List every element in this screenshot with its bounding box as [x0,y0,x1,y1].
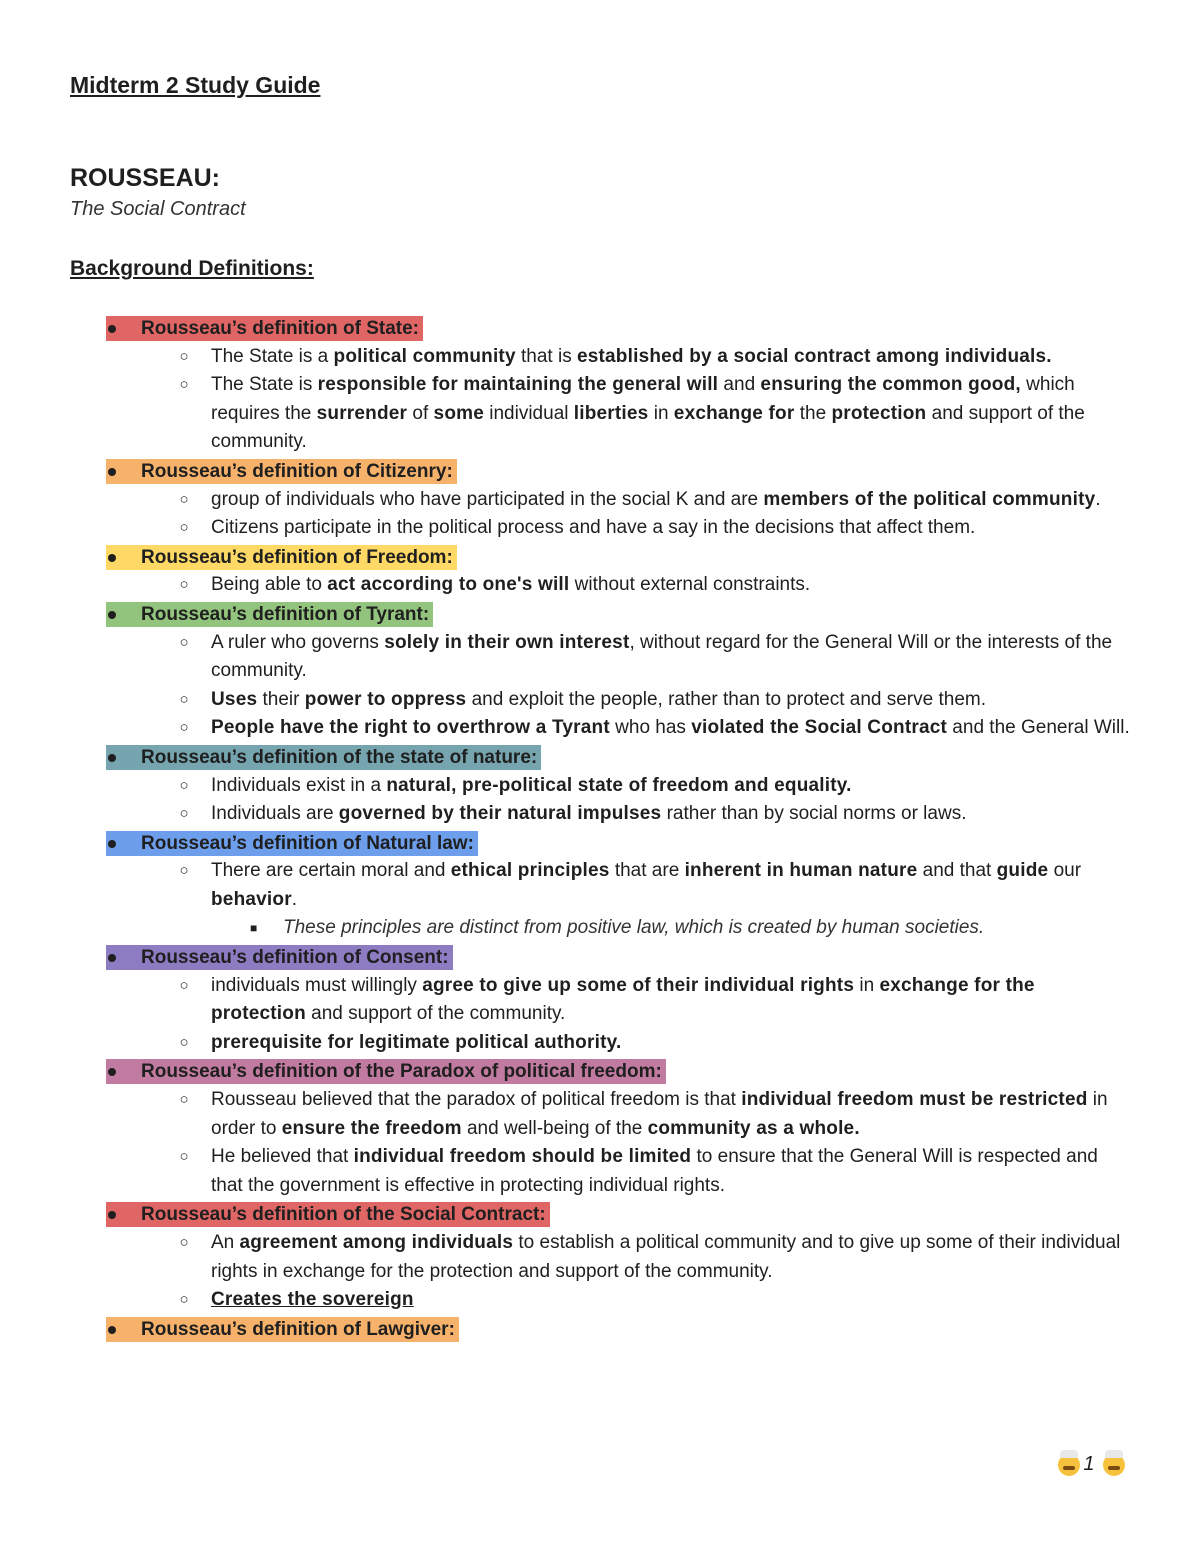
definition-term-highlight: Rousseau’s definition of Tyrant: [106,602,433,627]
definition-state-of-nature [70,743,1130,829]
text: our [1048,860,1082,882]
definition-term-row [70,314,1130,343]
bold-text: surrender [316,402,408,424]
bold-text: ethical principles [450,860,610,882]
definition-point [70,629,1130,686]
sub-point-text: These principles are distinct from positive law, which is created by human societies. [283,917,985,939]
definition-point [70,486,1130,515]
text: The State is a [211,345,334,367]
definition-sub-point [70,914,1130,943]
text: , without regard for the General Will or the interests of the community. [211,631,1113,682]
text: There are certain moral and [211,860,451,882]
definition-state [70,314,1130,457]
bullet-circle-icon: ○ [179,576,189,594]
text: in order to [211,1089,1108,1139]
text: Citizens participate in the political process and have a say in the decisions that affect them. [211,517,976,539]
page-footer [1055,1453,1128,1476]
bullet-circle-icon: ○ [179,805,189,823]
definition-point [70,343,1130,372]
bold-text: ensuring the common good, [760,374,1021,396]
bullet-circle-icon: ○ [179,1148,189,1166]
text: Individuals exist in a [211,774,387,796]
text: individuals must willingly [211,974,423,996]
text: A ruler who governs [211,631,385,653]
definition-term-row [70,600,1130,629]
text: The State is [211,374,318,396]
bold-text: agree to give up some of their individual rights [422,974,855,996]
bullet-circle-icon: ○ [179,490,189,508]
text: in [854,974,880,996]
bold-text: community as a whole. [647,1117,860,1139]
bold-text: political community [333,345,516,367]
bold-text: individual freedom must be restricted [741,1089,1088,1111]
bold-text: agreement among individuals [239,1232,514,1253]
bold-text: prerequisite for legitimate political authority. [211,1031,622,1053]
text: without external constraints. [569,574,811,596]
text: . [1095,488,1101,510]
bullet-dot-icon [108,754,116,762]
bullet-circle-icon: ○ [179,719,189,737]
definition-point [70,371,1130,457]
bullet-circle-icon: ○ [179,1033,189,1051]
background-definitions-heading: Background Definitions: [70,257,314,280]
definition-point [70,772,1130,801]
bullet-circle-icon: ○ [179,376,189,394]
bold-text: natural, pre-political state of freedom and equality. [386,774,852,796]
definition-point [70,514,1130,543]
bullet-circle-icon: ○ [179,1234,189,1251]
bold-text: members of the political community [763,488,1096,510]
exploding-head-icon [1058,1454,1080,1476]
bold-text: established by a social contract among individuals. [576,345,1052,367]
bullet-square-icon: ■ [250,921,258,936]
exploding-head-icon [1103,1454,1125,1476]
text: the [794,402,832,424]
definition-consent [70,943,1130,1057]
section-subtitle: The Social Contract [70,198,246,220]
bullet-circle-icon: ○ [179,976,189,994]
definition-citizenry [70,457,1130,543]
text: in [648,402,674,424]
definition-point [70,686,1130,715]
bullet-dot-icon [108,611,116,619]
definition-point [70,800,1130,829]
definition-point [70,1229,1130,1286]
definition-term-highlight: Rousseau’s definition of the Paradox of political freedom: [106,1059,666,1084]
text: of [407,402,434,424]
definition-point [70,857,1130,914]
text: and that [917,860,997,882]
bold-text: act according to one's will [327,574,570,596]
definition-term-row [70,1057,1130,1086]
bold-text: Creates the sovereign [211,1289,414,1311]
definition-point [70,1029,1130,1058]
text: . [291,888,298,910]
bold-text: People have the right to overthrow a Tyrant [211,717,610,739]
bold-text: guide [996,860,1049,882]
text: individual [483,402,574,424]
bold-text: violated the Social Contract [691,717,948,739]
text: and [718,374,761,396]
bullet-circle-icon: ○ [179,1291,189,1309]
definition-term-highlight: Rousseau’s definition of Consent: [106,945,453,970]
text: and well-being of the [461,1117,648,1139]
definition-point [70,1086,1130,1143]
bullet-dot-icon [108,554,116,562]
bullet-circle-icon: ○ [179,690,189,708]
text: that are [609,860,685,882]
definition-term-row [70,543,1130,572]
definition-term-highlight: Rousseau’s definition of State: [106,316,423,341]
bullet-dot-icon [108,954,116,962]
bullet-dot-icon [108,1326,116,1334]
page-number: 1 [1083,1453,1095,1475]
definition-point [70,571,1130,600]
definition-natural-law [70,829,1130,943]
bullet-dot-icon [108,325,116,333]
bullet-circle-icon: ○ [179,776,189,794]
definition-term-highlight: Rousseau’s definition of the state of nature: [106,745,541,770]
bullet-circle-icon: ○ [179,347,189,365]
text: that is [515,345,577,367]
definition-tyrant [70,600,1130,743]
bold-text: Uses [211,688,258,710]
definition-term-highlight: Rousseau’s definition of Citizenry: [106,459,457,484]
bold-text: inherent in human nature [684,860,918,882]
definition-term-highlight: Rousseau’s definition of Freedom: [106,545,457,570]
definition-term-highlight: Rousseau’s definition of the Social Contract: [106,1202,550,1227]
text: He believed that [211,1146,354,1168]
bullet-dot-icon [108,840,116,848]
bold-text: power to oppress [304,688,467,710]
text: Being able to [211,574,328,596]
text: and exploit the people, rather than to protect and serve them. [466,688,986,710]
bullet-circle-icon: ○ [179,633,189,651]
definition-term-row [70,943,1130,972]
bullet-circle-icon: ○ [179,862,189,880]
text: An [211,1232,240,1253]
text: and the General Will. [947,717,1130,739]
text: Rousseau believed that the paradox of political freedom is that [211,1089,742,1111]
bold-text: responsible for maintaining the general will [317,374,719,396]
definition-term-row [70,1315,1130,1344]
definitions-list [70,314,1130,1343]
definition-freedom [70,543,1130,600]
bullet-circle-icon: ○ [179,1091,189,1109]
definition-paradox [70,1057,1130,1200]
bold-text: liberties [573,402,649,424]
definition-term-row [70,457,1130,486]
bold-text: individual freedom should be limited [353,1146,692,1168]
definition-term-highlight: Rousseau’s definition of Lawgiver: [106,1317,459,1342]
text: group of individuals who have participated in the social K and are [211,488,764,510]
bold-text: some [433,402,484,424]
text: and support of the community. [305,1003,566,1025]
definition-social-contract [70,1200,1130,1314]
text: their [257,688,305,710]
text: Individuals are [211,803,339,825]
definition-term-highlight: Rousseau’s definition of Natural law: [106,831,478,856]
section-title: ROUSSEAU: [70,164,221,192]
bold-text: behavior [211,888,292,910]
definition-lawgiver [70,1315,1130,1344]
bold-text: exchange for the protection [211,974,1035,1025]
bold-text: governed by their natural impulses [338,803,662,825]
bold-text: solely in their own interest [384,631,630,653]
definition-term-row [70,1200,1130,1229]
definition-term-row [70,829,1130,858]
definition-point [70,1143,1130,1200]
definition-point [70,972,1130,1029]
bold-text: exchange for [673,402,795,424]
bullet-circle-icon: ○ [179,519,189,537]
bold-text: protection [831,402,927,424]
text: rather than by social norms or laws. [661,803,967,825]
text: and support of the community. [211,402,1085,453]
definition-point [70,714,1130,743]
document-title: Midterm 2 Study Guide [70,72,321,98]
text: who has [609,717,692,739]
bold-text: ensure the freedom [281,1117,462,1139]
definition-point [70,1286,1130,1315]
text: to establish a political community and to give up some of their individual rights in exchange for the protection and support of the community. [211,1232,1121,1282]
text: which requires the [211,374,1075,424]
bullet-dot-icon [108,468,116,476]
definition-term-row [70,743,1130,772]
text: to ensure that the General Will is respected and that the government is effective in protecting individual rights. [211,1146,1098,1196]
